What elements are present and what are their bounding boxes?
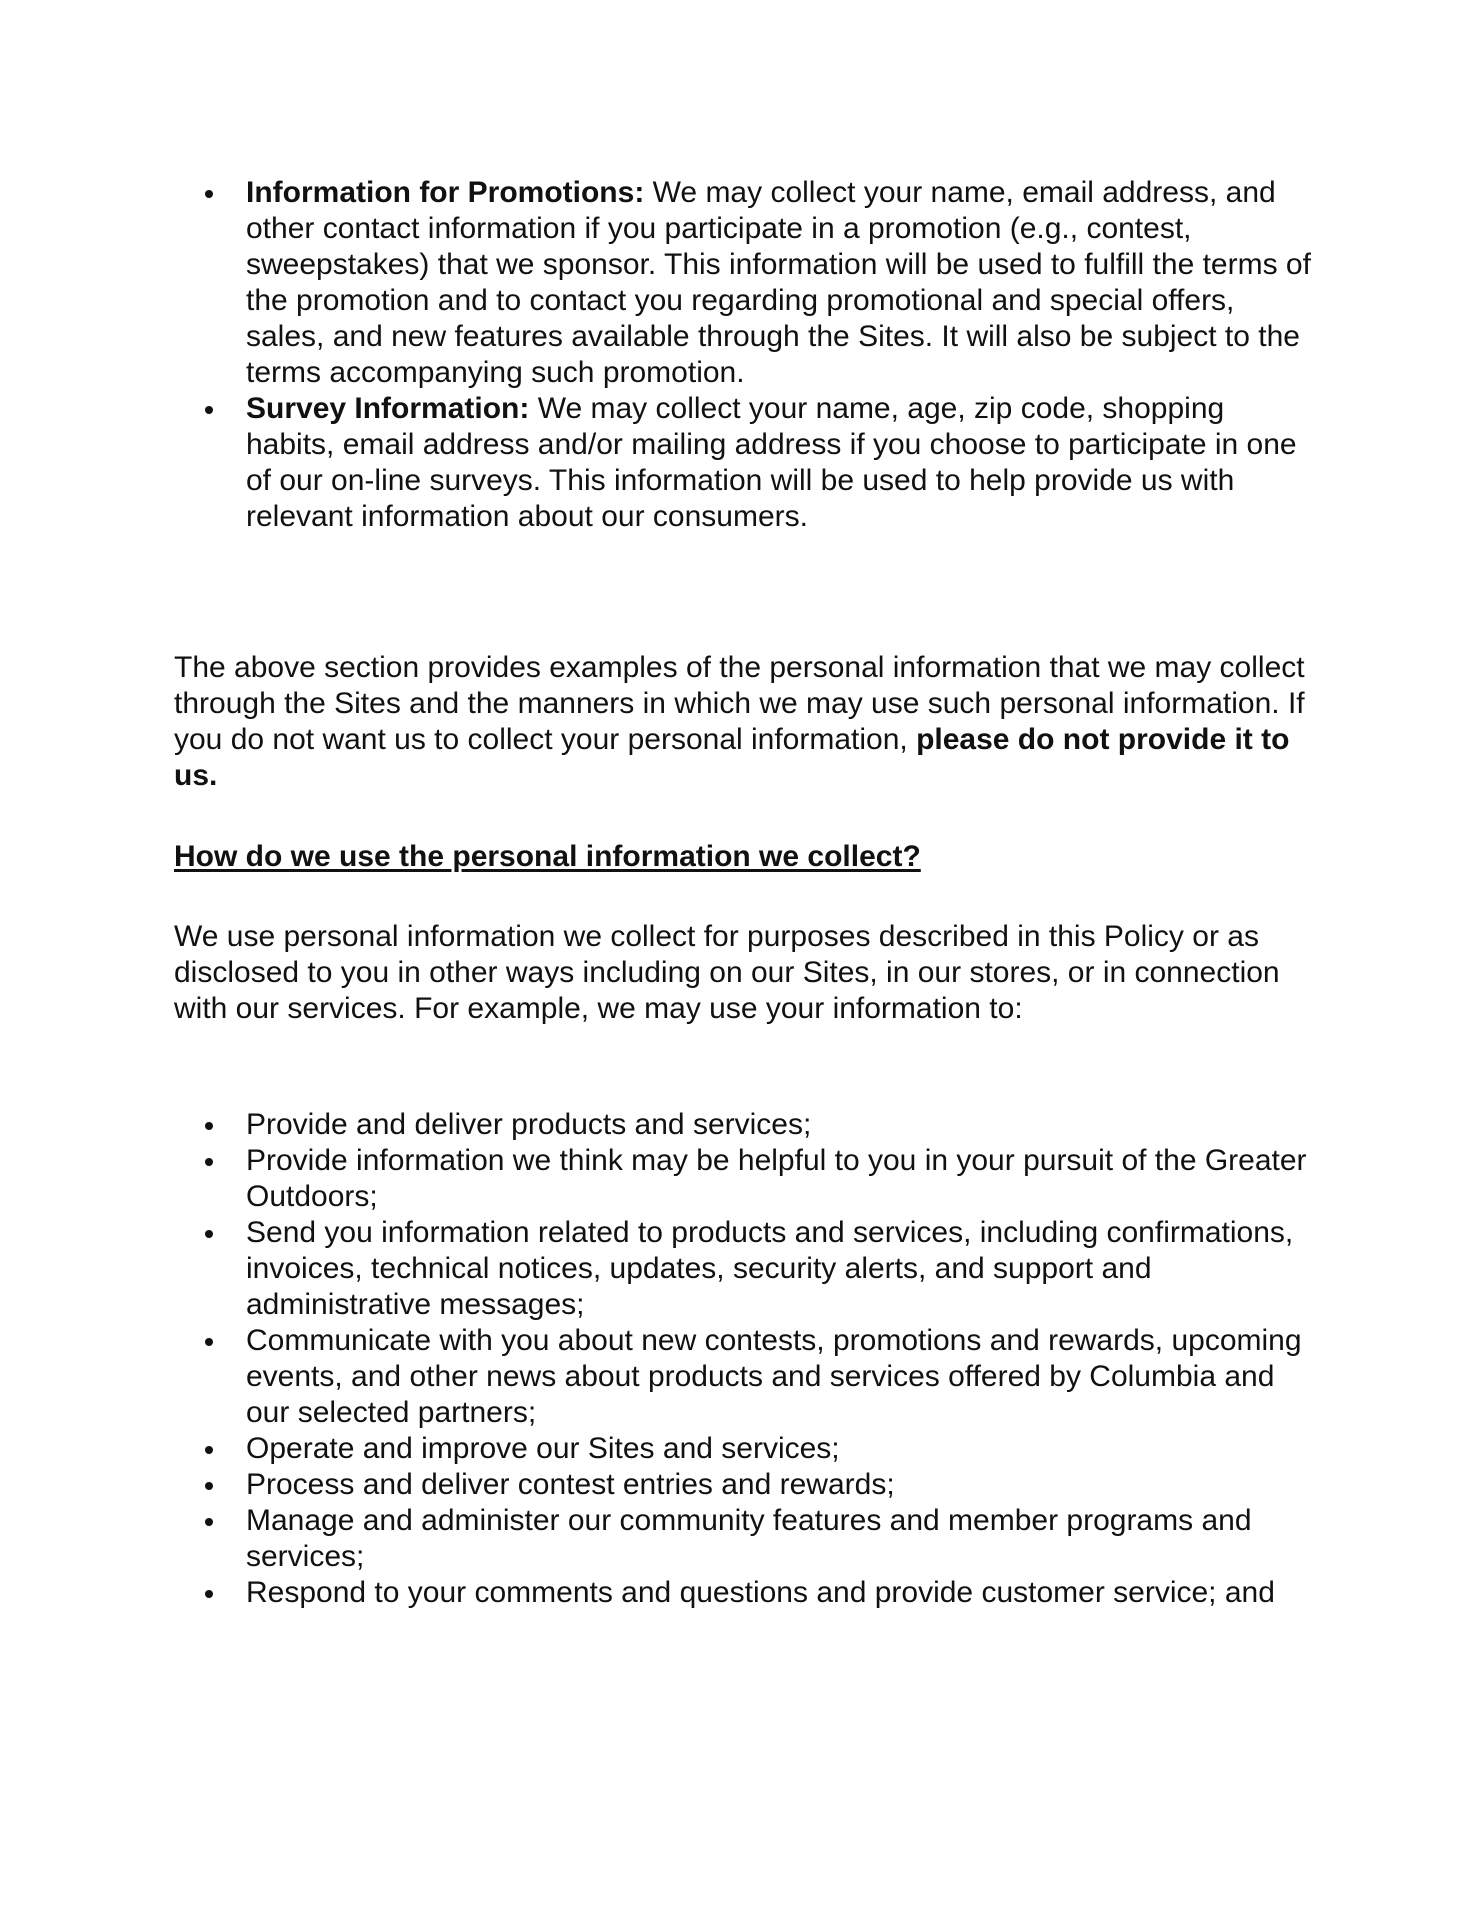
list-item — [174, 1107, 1314, 1143]
uses-list — [174, 1107, 1314, 1611]
list-item — [174, 1323, 1314, 1431]
bullet-icon — [205, 1338, 213, 1346]
item-text: Provide information we think may be helpful to you in your pursuit of the Greater Outdoors; — [246, 1144, 1307, 1213]
item-text: We may collect your name, age, zip code, shopping habits, email address and/or mailing address if you choose to participate in one of our on-line surveys. This information will be used to help provide us with relevant information about our consumers. — [246, 392, 1297, 533]
item-text: Process and deliver contest entries and rewards; — [246, 1468, 895, 1501]
bullet-icon — [205, 1482, 213, 1490]
list-item — [174, 1467, 1314, 1503]
summary-bold-text: please do not provide it to us. — [174, 723, 1290, 792]
list-item — [174, 1143, 1314, 1215]
bullet-icon — [205, 1446, 213, 1454]
item-text: Send you information related to products and services, including confirmations, invoices, technical notices, updates, security alerts, and support and administrative messages; — [246, 1216, 1294, 1321]
bullet-icon — [205, 1158, 213, 1166]
bullet-icon — [205, 190, 213, 198]
list-item — [174, 1215, 1314, 1323]
list-item — [174, 1503, 1314, 1575]
item-text: Respond to your comments and questions and provide customer service; and — [246, 1576, 1275, 1609]
intro-paragraph: We use personal information we collect for purposes described in this Policy or as disclosed to you in other ways including on our Sites, in our stores, or in connection with our services. For example, we may use your information to: — [174, 920, 1280, 1025]
item-label: Survey Information: — [246, 392, 530, 425]
item-text: Operate and improve our Sites and services; — [246, 1432, 840, 1465]
summary-paragraph — [174, 650, 1314, 794]
bullet-icon — [205, 1590, 213, 1598]
section-heading: How do we use the personal information we collect? — [174, 840, 921, 873]
item-label: Information for Promotions: — [246, 176, 645, 209]
list-item — [174, 1431, 1314, 1467]
list-item — [174, 391, 1314, 535]
list-item — [174, 1575, 1314, 1611]
list-item — [174, 175, 1314, 391]
bullet-icon — [205, 1230, 213, 1238]
item-text: Communicate with you about new contests, promotions and rewards, upcoming events, and other news about products and services offered by Columbia and our selected partners; — [246, 1324, 1302, 1429]
bullet-icon — [205, 1122, 213, 1130]
bullet-icon — [205, 1518, 213, 1526]
item-text: We may collect your name, email address, and other contact information if you participate in a promotion (e.g., contest, sweepstakes) that we sponsor. This information will be used to fulfill the terms of the promotion and to contact you regarding promotional and special offers, sales, and new features available through the Sites. It will also be subject to the terms accompanying such promotion. — [246, 176, 1311, 389]
item-text: Manage and administer our community features and member programs and services; — [246, 1504, 1252, 1573]
item-text: Provide and deliver products and services; — [246, 1108, 812, 1141]
summary-text: The above section provides examples of the personal information that we may collect through the Sites and the manners in which we may use such personal information. If you do not want us to collect your personal information, — [174, 651, 1305, 756]
collection-list — [174, 175, 1314, 535]
bullet-icon — [205, 406, 213, 414]
